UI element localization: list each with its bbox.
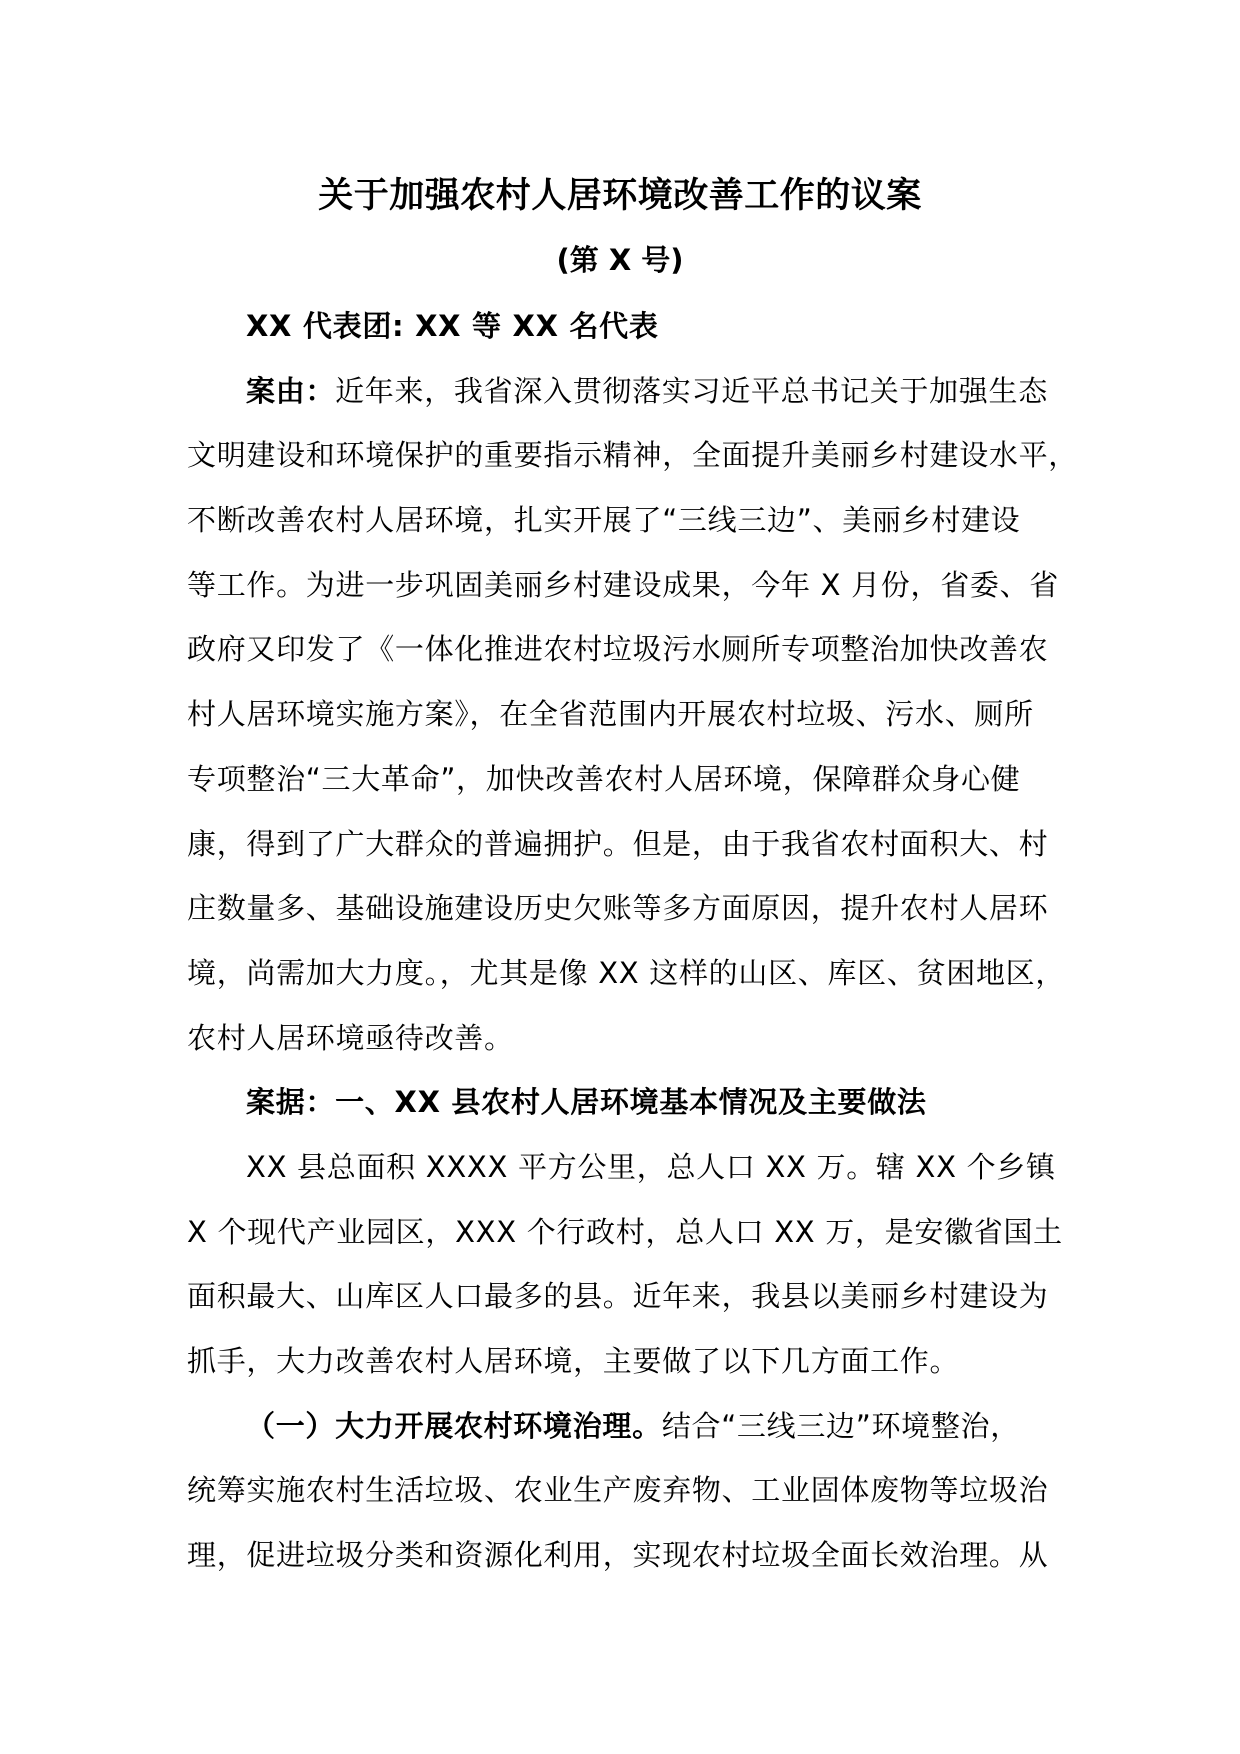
proposer-line: XX 代表团: XX 等 XX 名代表 — [246, 309, 659, 343]
basis-heading-text: 一、XX 县农村人居环境基本情况及主要做法 — [335, 1085, 927, 1120]
reason-line: 村人居环境实施方案》，在全省范围内开展农村垃圾、污水、厕所 — [187, 697, 1034, 732]
basis-label: 案据： — [246, 1085, 336, 1120]
basis-intro-paragraph — [187, 1135, 1063, 1394]
document-title: 关于加强农村人居环境改善工作的议案 — [318, 176, 922, 216]
reason-line: 康，得到了广大群众的普遍拥护。但是，由于我省农村面积大、村 — [187, 826, 1049, 861]
section-1-line: 统筹实施农村生活垃圾、农业生产废弃物、工业固体废物等垃圾治 — [187, 1473, 1049, 1508]
basis-intro-line: XX 县总面积 XXXX 平方公里，总人口 XX 万。辖 XX 个乡镇 — [246, 1149, 1056, 1184]
reason-line: 政府又印发了《一体化推进农村垃圾污水厕所专项整治加快改善农 — [187, 632, 1049, 667]
section-1-heading: （一）大力开展农村环境治理。 — [246, 1408, 662, 1443]
reason-line-text: 近年来，我省深入贯彻落实习近平总书记关于加强生态 — [335, 373, 1048, 408]
basis-intro-line: 面积最大、山库区人口最多的县。近年来，我县以美丽乡村建设为 — [187, 1279, 1049, 1314]
reason-line: 专项整治“三大革命”，加快改善农村人居环境，保障群众身心健 — [187, 761, 1021, 796]
section-1-paragraph — [187, 1394, 1053, 1588]
reason-line — [187, 359, 1053, 424]
reason-line: 境，尚需加大力度。，尤其是像 XX 这样的山区、库区、贫困地区， — [187, 955, 1066, 990]
section-1-line — [187, 1394, 1053, 1459]
basis-intro-line: 抓手，大力改善农村人居环境，主要做了以下几方面工作。 — [187, 1344, 960, 1378]
basis-heading — [187, 1070, 1053, 1135]
section-1-line-text: 结合“三线三边”环境整治， — [661, 1408, 1020, 1443]
reason-line: 不断改善农村人居环境，扎实开展了“三线三边”、美丽乡村建设 — [187, 503, 1021, 538]
section-1-line: 理，促进垃圾分类和资源化利用，实现农村垃圾全面长效治理。从 — [187, 1538, 1049, 1573]
reason-label: 案由： — [246, 373, 336, 408]
reason-line: 农村人居环境亟待改善。 — [187, 1020, 514, 1055]
reason-line: 等工作。为进一步巩固美丽乡村建设成果，今年 X 月份，省委、省 — [187, 567, 1060, 602]
reason-line: 庄数量多、基础设施建设历史欠账等多方面原因，提升农村人居环 — [187, 891, 1049, 926]
document-body — [187, 294, 1079, 1588]
basis-intro-line: X 个现代产业园区，XXX 个行政村，总人口 XX 万，是安徽省国土 — [187, 1214, 1063, 1249]
reason-paragraph — [187, 359, 1079, 1071]
reason-line: 文明建设和环境保护的重要指示精神，全面提升美丽乡村建设水平， — [187, 438, 1079, 473]
document-number: (第 X 号) — [556, 243, 684, 277]
